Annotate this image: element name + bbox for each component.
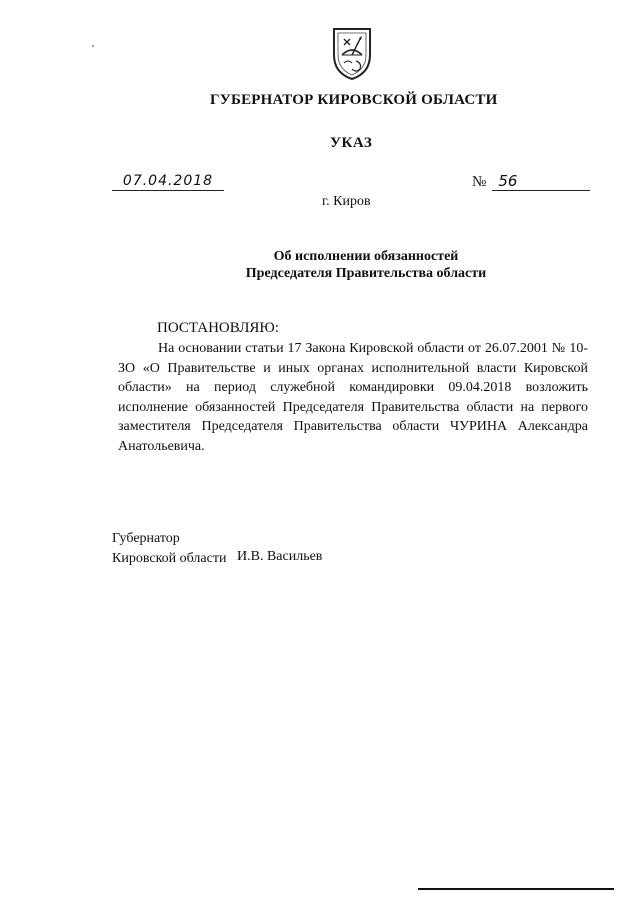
decree-date: 07.04.2018 [112, 172, 224, 191]
city-label: г. Киров [322, 194, 371, 209]
decree-number [472, 172, 590, 191]
number-sign: № [472, 174, 487, 190]
decree-word: ПОСТАНОВЛЯЮ: [157, 320, 279, 336]
signer-name: И.В. Васильев [237, 549, 323, 564]
signer-role-line-2: Кировской области [112, 551, 227, 566]
body-paragraph: На основании статьи 17 Закона Кировской области от 26.07.2001 № 10-ЗО «О Правительстве и иных органах исполнительной власти Кировской области» на период служебной командировки 09.04.2018 возложить исполнение обязанностей Председателя Правительства области на первого заместителя Председателя Правительства области ЧУРИНА Александра Анатольевича. [118, 341, 588, 454]
subject-line-2: Председателя Правительства области [245, 266, 487, 281]
subject-line-1: Об исполнении обязанностей [273, 249, 459, 264]
number-value: 56 [492, 172, 590, 191]
authority-title: ГУБЕРНАТОР КИРОВСКОЙ ОБЛАСТИ [210, 92, 498, 108]
signer-role [112, 529, 226, 569]
footer-rule [418, 888, 614, 890]
scan-speck [92, 45, 94, 47]
signer-role-line-1: Губернатор [112, 531, 180, 546]
document-type-title: УКАЗ [330, 135, 373, 151]
coat-of-arms-icon [330, 25, 374, 81]
